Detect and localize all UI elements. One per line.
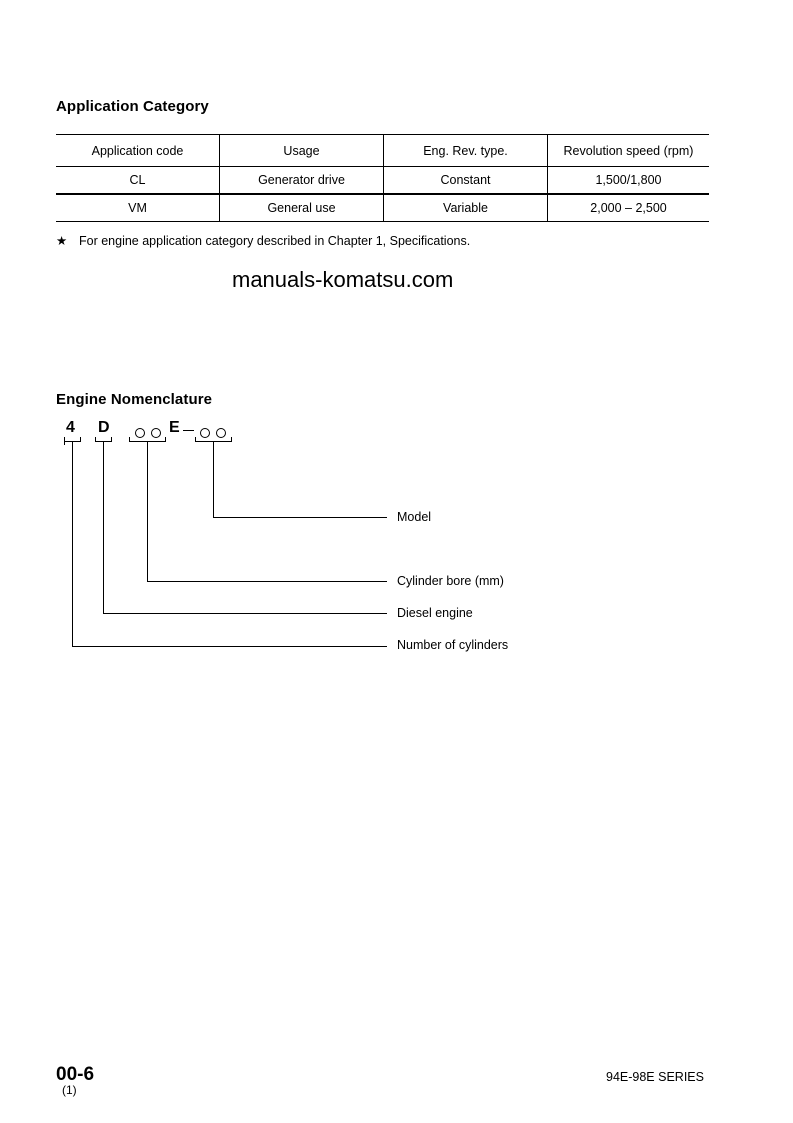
table-row — [56, 167, 709, 195]
revision-number: (1) — [62, 1083, 77, 1097]
label-diesel-engine: Diesel engine — [397, 606, 473, 620]
cell-code: CL — [56, 167, 220, 195]
cell-code: VM — [56, 194, 220, 222]
label-cylinder-bore: Cylinder bore (mm) — [397, 574, 504, 588]
footnote-text: For engine application category described in Chapter 1, Specifications. — [79, 234, 471, 248]
header-usage: Usage — [220, 135, 384, 167]
label-model: Model — [397, 510, 432, 524]
application-category-title: Application Category — [56, 98, 209, 115]
watermark: manuals-komatsu.com — [232, 267, 454, 292]
label-number-of-cylinders: Number of cylinders — [397, 638, 509, 652]
header-application-code: Application code — [56, 135, 220, 167]
application-category-table — [56, 134, 709, 222]
header-eng-rev-type: Eng. Rev. type. — [384, 135, 548, 167]
cell-speed: 1,500/1,800 — [548, 167, 710, 195]
table-header-row — [56, 135, 709, 167]
cell-usage: General use — [220, 194, 384, 222]
code-dash — [183, 430, 194, 431]
series-label: 94E-98E SERIES — [606, 1070, 704, 1084]
star-icon: ★ — [56, 234, 68, 248]
header-revolution-speed: Revolution speed (rpm) — [548, 135, 710, 167]
footnote — [56, 233, 470, 248]
table-row — [56, 194, 709, 222]
page-number: 00-6 — [56, 1064, 95, 1085]
cell-rev-type: Constant — [384, 167, 548, 195]
code-series-letter: E — [169, 419, 180, 436]
code-diesel: D — [98, 419, 110, 436]
cell-usage: Generator drive — [220, 167, 384, 195]
code-cylinders: 4 — [66, 419, 75, 436]
engine-nomenclature-title: Engine Nomenclature — [56, 391, 213, 408]
cell-speed: 2,000 – 2,500 — [548, 194, 710, 222]
cell-rev-type: Variable — [384, 194, 548, 222]
